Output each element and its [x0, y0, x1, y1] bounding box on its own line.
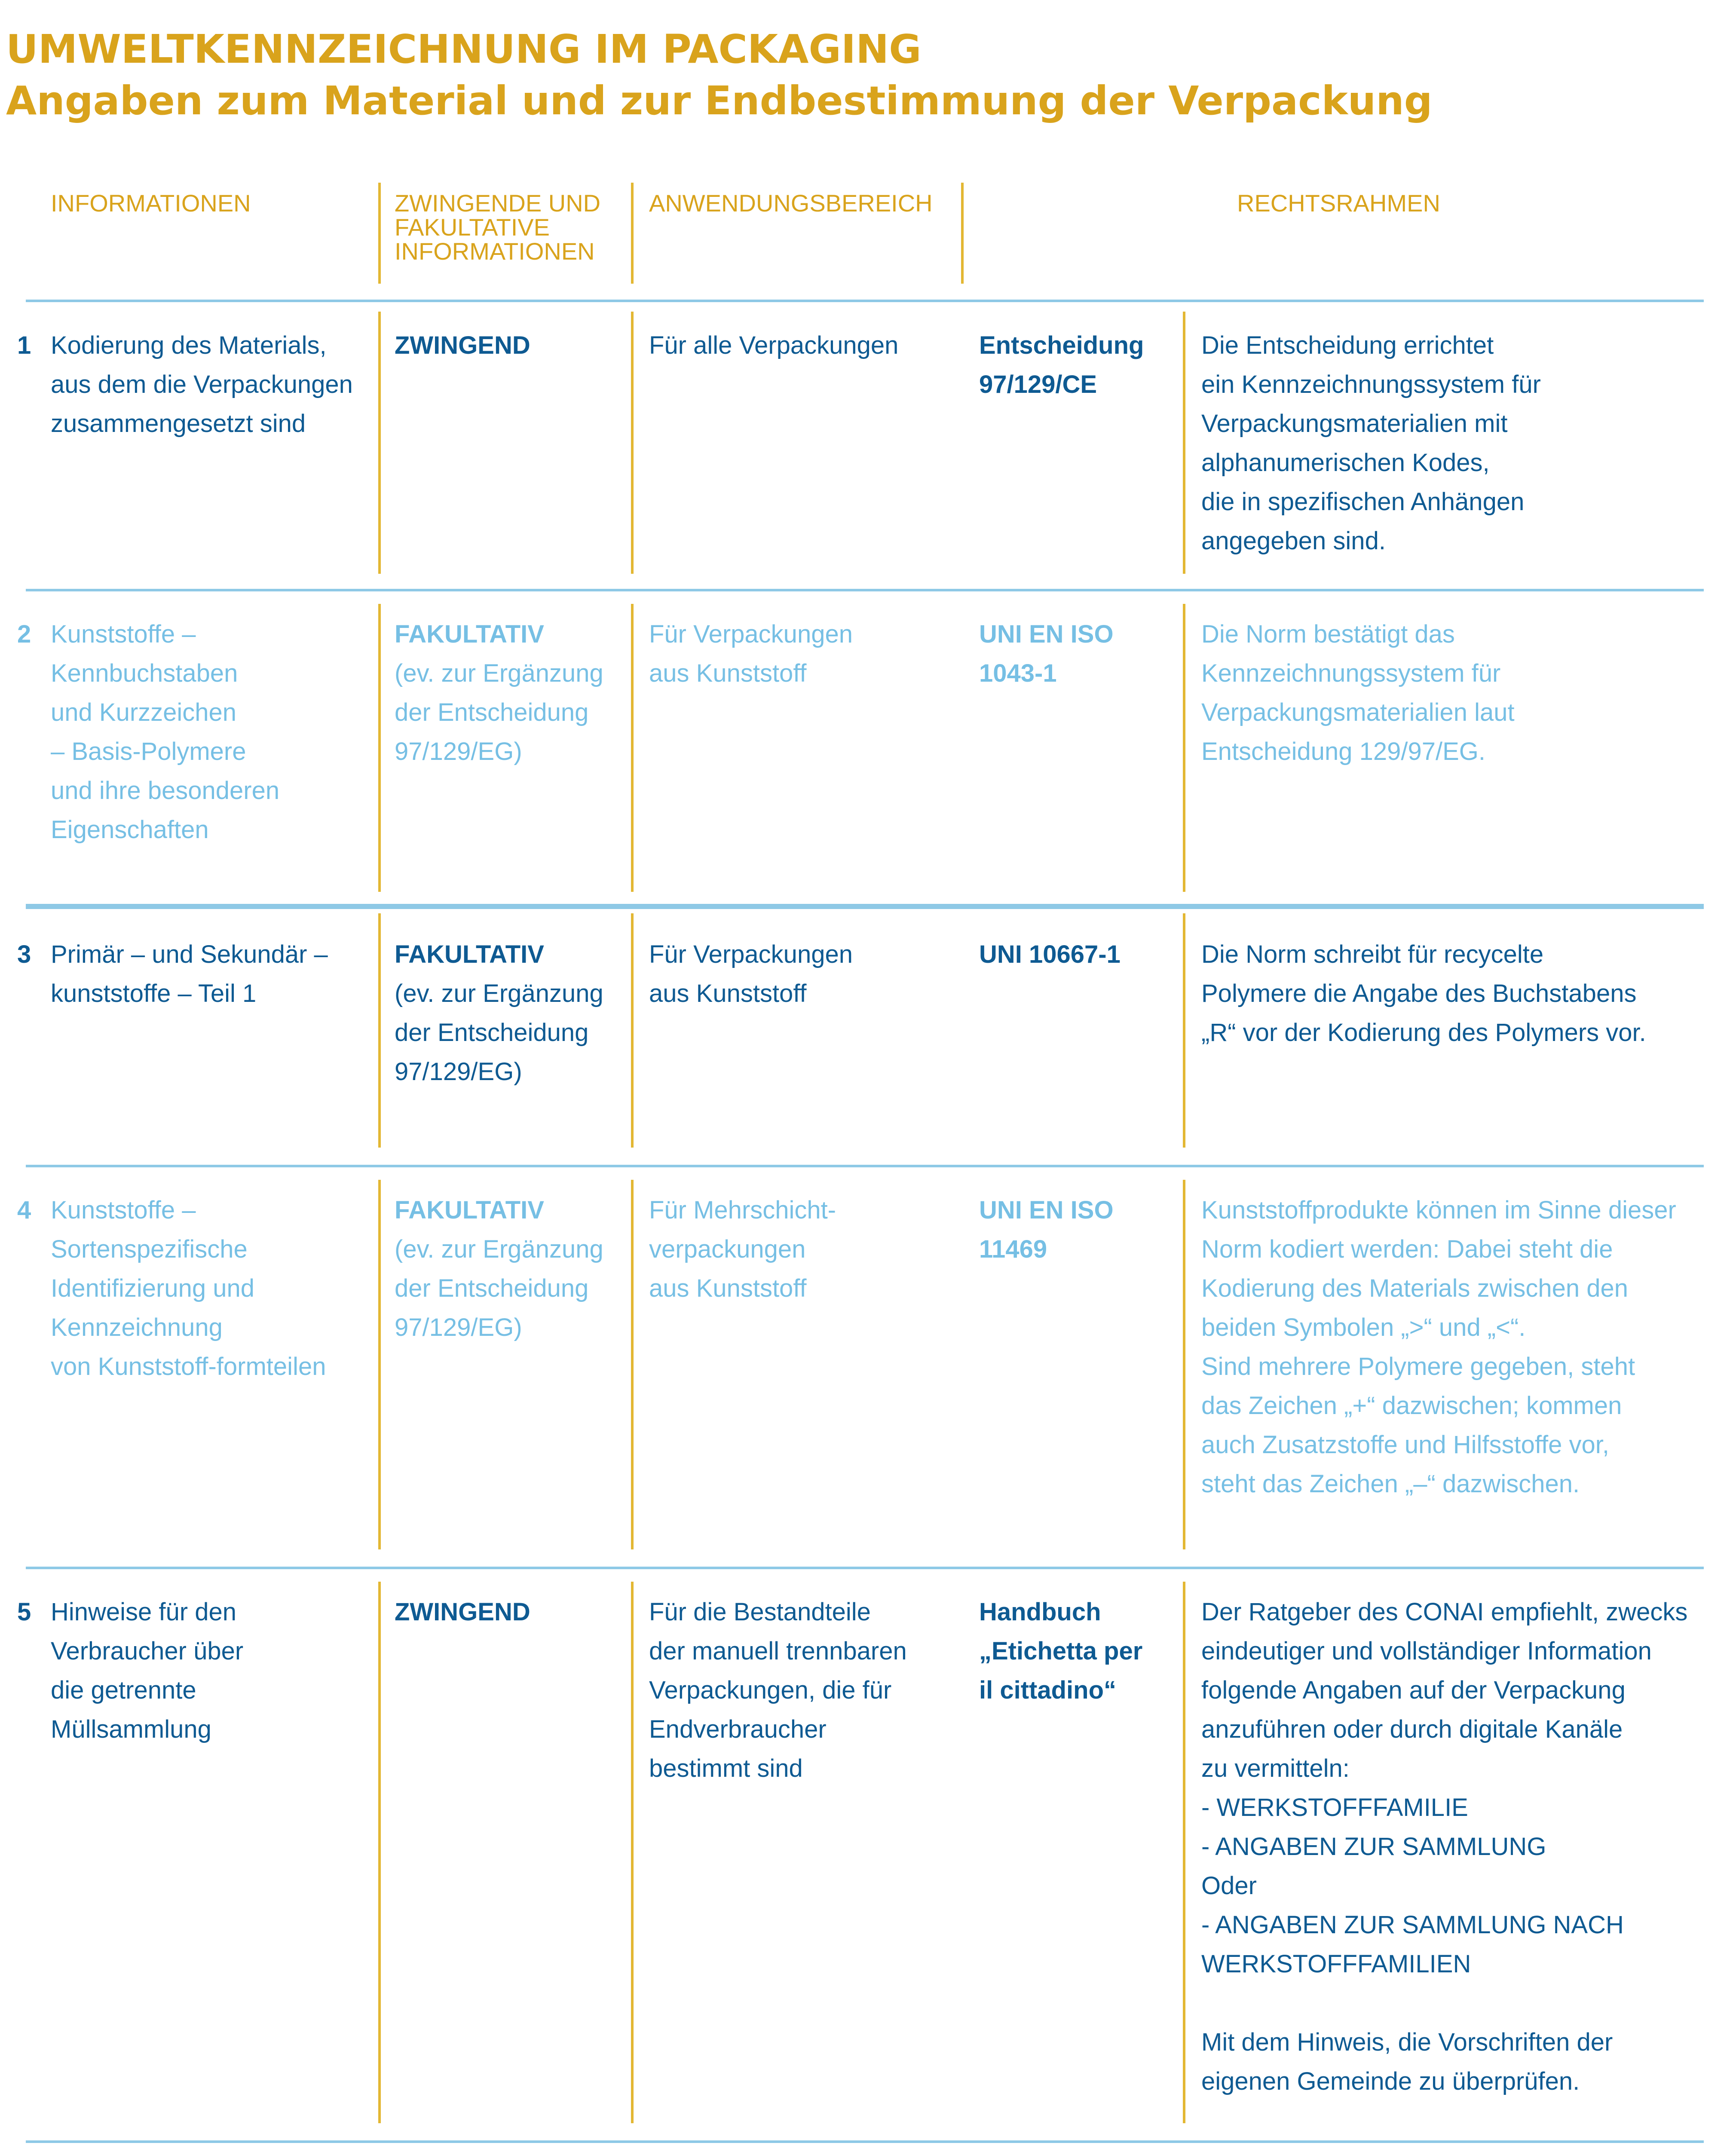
law-cell	[979, 1592, 1142, 1710]
page-title	[6, 24, 1433, 127]
law-line: Handbuch	[979, 1598, 1101, 1626]
column-divider	[378, 1582, 381, 2123]
description-line: zu vermitteln:	[1201, 1754, 1350, 1782]
info-line: und Kurzzeichen	[51, 698, 237, 726]
law-cell	[979, 615, 1114, 693]
row-number: 4	[17, 1196, 31, 1224]
description-line: - WERKSTOFFFAMILIE	[1201, 1794, 1468, 1821]
description-line: - ANGABEN ZUR SAMMLUNG	[1201, 1833, 1546, 1861]
description-line: Verpackungsmaterialien mit	[1201, 410, 1508, 438]
description-line: eindeutiger und vollständiger Information	[1201, 1637, 1652, 1665]
status-note-line: 97/129/EG)	[395, 738, 522, 765]
law-cell	[979, 1191, 1114, 1269]
info-cell	[51, 1592, 243, 1749]
info-line: Kennbuchstaben	[51, 659, 238, 687]
column-divider	[631, 183, 634, 284]
description-cell	[1201, 1592, 1687, 2101]
info-line: Kennzeichnung	[51, 1313, 223, 1341]
info-line: – Basis-Polymere	[51, 738, 246, 765]
row-number: 5	[17, 1598, 31, 1626]
info-line: Kodierung des Materials,	[51, 331, 327, 359]
paragraph-gap	[1201, 1984, 1687, 2023]
column-divider	[631, 312, 634, 574]
header-zwingend-line: INFORMATIONEN	[395, 238, 595, 265]
description-line: angegeben sind.	[1201, 527, 1386, 555]
scope-cell	[649, 935, 853, 1013]
header-zwingend	[395, 191, 600, 263]
scope-cell	[649, 1191, 836, 1308]
scope-line: Für die Bestandteile	[649, 1598, 871, 1626]
header-zwingend-line: ZWINGENDE UND	[395, 190, 601, 217]
header-zwingend-line: FAKULTATIVE	[395, 214, 550, 241]
status-note-line: (ev. zur Ergänzung	[395, 659, 603, 687]
description-cell	[1201, 935, 1646, 1052]
row-number: 1	[17, 331, 31, 359]
column-divider	[1183, 1180, 1185, 1549]
info-line: Müllsammlung	[51, 1715, 211, 1743]
row-rule	[26, 904, 1704, 909]
law-cell	[979, 326, 1144, 404]
law-cell	[979, 935, 1121, 974]
info-cell	[51, 1191, 326, 1386]
description-line: anzuführen oder durch digitale Kanäle	[1201, 1715, 1623, 1743]
law-line: 1043-1	[979, 659, 1057, 687]
status-note-line: 97/129/EG)	[395, 1058, 522, 1086]
description-line: folgende Angaben auf der Verpackung	[1201, 1676, 1626, 1704]
info-line: Identifizierung und	[51, 1274, 254, 1302]
column-divider	[1183, 312, 1185, 574]
description-line: das Zeichen „+“ dazwischen; kommen	[1201, 1392, 1622, 1420]
scope-line: der manuell trennbaren	[649, 1637, 907, 1665]
description-line: ein Kennzeichnungssystem für	[1201, 370, 1541, 398]
scope-line: bestimmt sind	[649, 1754, 803, 1782]
description-line: Die Norm bestätigt das	[1201, 620, 1455, 648]
law-line: Entscheidung	[979, 331, 1144, 359]
column-divider	[631, 913, 634, 1148]
description-line: Kunststoffprodukte können im Sinne dieser	[1201, 1196, 1676, 1224]
law-line: 11469	[979, 1235, 1047, 1263]
status-note-line: der Entscheidung	[395, 698, 589, 726]
info-line: Kunststoffe –	[51, 620, 196, 648]
row-number: 2	[17, 620, 31, 648]
law-line: UNI EN ISO	[979, 1196, 1114, 1224]
row-rule	[26, 300, 1704, 302]
column-divider	[1183, 913, 1185, 1148]
description-line: Die Entscheidung errichtet	[1201, 331, 1494, 359]
column-divider	[378, 1180, 381, 1549]
info-cell	[51, 615, 279, 849]
row-rule	[26, 1567, 1704, 1569]
description-line: Oder	[1201, 1872, 1257, 1900]
header-rechtsrahmen: RECHTSRAHMEN	[1237, 190, 1440, 217]
scope-line: verpackungen	[649, 1235, 806, 1263]
description-line: WERKSTOFFFAMILIEN	[1201, 1950, 1471, 1978]
row-rule	[26, 589, 1704, 591]
description-cell	[1201, 326, 1541, 560]
description-line: Sind mehrere Polymere gegeben, steht	[1201, 1353, 1635, 1381]
row-rule	[26, 1165, 1704, 1167]
column-divider	[378, 604, 381, 892]
law-line: „Etichetta per	[979, 1637, 1143, 1665]
status-label: FAKULTATIV	[395, 620, 544, 648]
scope-cell	[649, 615, 853, 693]
scope-line: aus Kunststoff	[649, 980, 807, 1007]
info-line: Sortenspezifische	[51, 1235, 248, 1263]
header-anwendungsbereich: ANWENDUNGSBEREICH	[649, 190, 933, 217]
description-line: alphanumerischen Kodes,	[1201, 449, 1490, 477]
scope-line: Für Verpackungen	[649, 940, 853, 968]
description-line: Entscheidung 129/97/EG.	[1201, 738, 1486, 765]
info-line: die getrennte	[51, 1676, 196, 1704]
description-line: Norm kodiert werden: Dabei steht die	[1201, 1235, 1613, 1263]
law-line: UNI 10667-1	[979, 940, 1121, 968]
scope-line: Für alle Verpackungen	[649, 331, 899, 359]
title-line-2: Angaben zum Material und zur Endbestimmung der Verpackung	[6, 78, 1433, 124]
column-divider	[631, 1180, 634, 1549]
scope-line: Endverbraucher	[649, 1715, 827, 1743]
description-line: steht das Zeichen „–“ dazwischen.	[1201, 1470, 1580, 1498]
description-line: Der Ratgeber des CONAI empfiehlt, zwecks	[1201, 1598, 1688, 1626]
law-line: il cittadino“	[979, 1676, 1116, 1704]
status-note-line: der Entscheidung	[395, 1274, 589, 1302]
description-line: Mit dem Hinweis, die Vorschriften der	[1201, 2028, 1613, 2056]
status-cell	[395, 935, 603, 1091]
column-divider	[378, 312, 381, 574]
scope-line: Für Mehrschicht-	[649, 1196, 836, 1224]
info-line: von Kunststoff-formteilen	[51, 1353, 326, 1381]
description-line: „R“ vor der Kodierung des Polymers vor.	[1201, 1019, 1646, 1047]
description-line: Die Norm schreibt für recycelte	[1201, 940, 1544, 968]
status-label: FAKULTATIV	[395, 940, 544, 968]
status-note-line: (ev. zur Ergänzung	[395, 980, 603, 1007]
info-line: kunststoffe – Teil 1	[51, 980, 257, 1007]
info-line: Kunststoffe –	[51, 1196, 196, 1224]
scope-line: Für Verpackungen	[649, 620, 853, 648]
status-note-line: 97/129/EG)	[395, 1313, 522, 1341]
column-divider	[1183, 1582, 1185, 2123]
column-divider	[631, 604, 634, 892]
description-line: auch Zusatzstoffe und Hilfsstoffe vor,	[1201, 1431, 1609, 1459]
status-note-line: der Entscheidung	[395, 1019, 589, 1047]
info-line: Eigenschaften	[51, 816, 209, 844]
scope-line: aus Kunststoff	[649, 1274, 807, 1302]
description-line: eigenen Gemeinde zu überprüfen.	[1201, 2067, 1580, 2095]
info-line: Hinweise für den	[51, 1598, 236, 1626]
info-line: aus dem die Verpackungen	[51, 370, 353, 398]
column-divider	[631, 1582, 634, 2123]
description-cell	[1201, 615, 1515, 771]
description-line: die in spezifischen Anhängen	[1201, 488, 1525, 516]
info-cell	[51, 935, 328, 1013]
column-divider	[378, 913, 381, 1148]
scope-line: aus Kunststoff	[649, 659, 807, 687]
info-line: Primär – und Sekundär –	[51, 940, 328, 968]
status-label: FAKULTATIV	[395, 1196, 544, 1224]
description-line: Polymere die Angabe des Buchstabens	[1201, 980, 1637, 1007]
status-cell: ZWINGEND	[395, 1598, 530, 1626]
description-line: Kennzeichnungssystem für	[1201, 659, 1501, 687]
description-line: Kodierung des Materials zwischen den	[1201, 1274, 1628, 1302]
info-line: und ihre besonderen	[51, 777, 280, 805]
header-informationen: INFORMATIONEN	[51, 190, 251, 217]
title-line-1: UMWELTKENNZEICHNUNG IM PACKAGING	[6, 26, 922, 72]
scope-line: Verpackungen, die für	[649, 1676, 892, 1704]
column-divider	[378, 183, 381, 284]
info-line: Verbraucher über	[51, 1637, 244, 1665]
column-divider	[961, 183, 964, 284]
info-cell	[51, 326, 353, 443]
status-cell: ZWINGEND	[395, 331, 530, 359]
status-note-line: (ev. zur Ergänzung	[395, 1235, 603, 1263]
info-line: zusammengesetzt sind	[51, 410, 306, 438]
row-rule	[26, 2140, 1704, 2143]
scope-cell	[649, 326, 898, 365]
description-line: beiden Symbolen „>“ und „<“.	[1201, 1313, 1526, 1341]
status-cell	[395, 615, 603, 771]
status-cell	[395, 1191, 603, 1347]
law-line: UNI EN ISO	[979, 620, 1114, 648]
column-divider	[1183, 604, 1185, 892]
scope-cell	[649, 1592, 907, 1788]
law-line: 97/129/CE	[979, 370, 1097, 398]
row-number: 3	[17, 940, 31, 968]
description-line: - ANGABEN ZUR SAMMLUNG NACH	[1201, 1911, 1624, 1939]
description-line: Verpackungsmaterialien laut	[1201, 698, 1515, 726]
description-cell	[1201, 1191, 1676, 1503]
